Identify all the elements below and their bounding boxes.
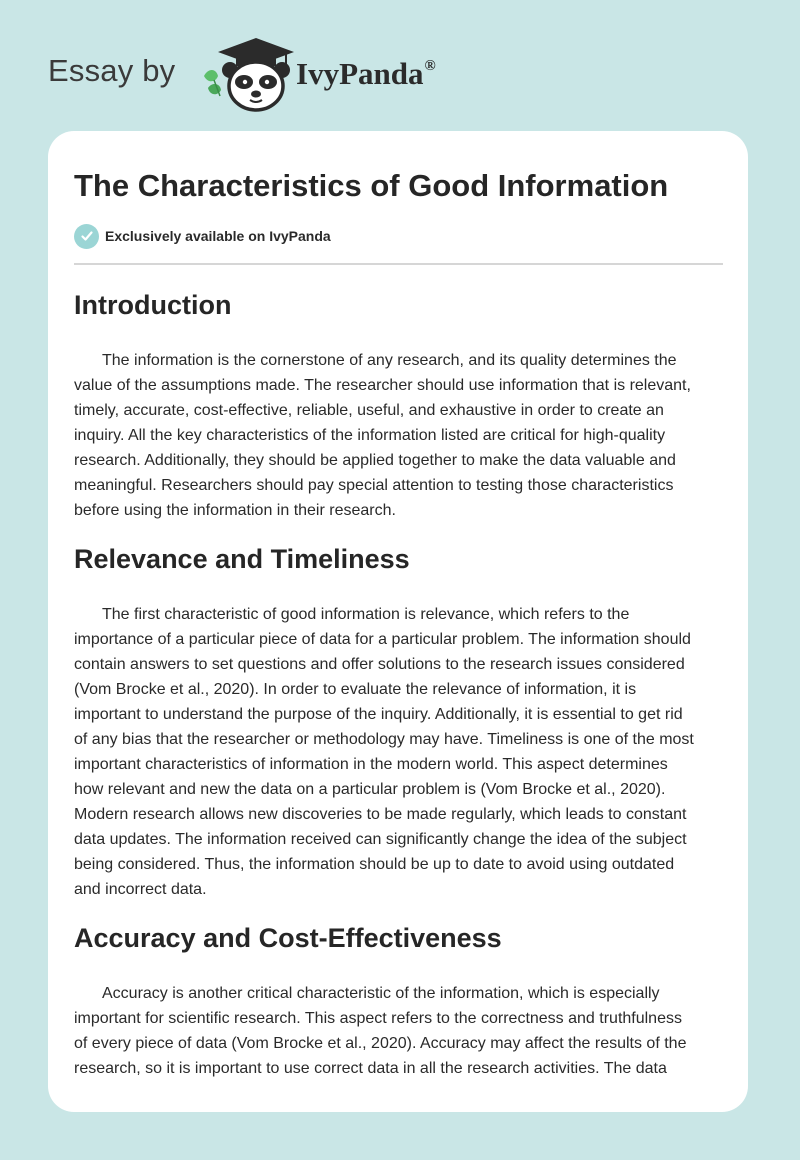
brand-name[interactable]: IvyPanda®	[296, 56, 436, 91]
paragraph-line: contain answers to set questions and offer solutions to the research issues considered	[74, 656, 685, 673]
essay-card	[48, 131, 748, 1112]
paragraph-line: Modern research allows new discoveries to be made regularly, which leads to constant	[74, 806, 687, 823]
paragraph-line: The first characteristic of good information is relevance, which refers to the	[102, 606, 630, 623]
paragraph-line: research, so it is important to use correct data in all the research activities. The data	[74, 1060, 667, 1077]
section-paragraph-introduction	[74, 348, 724, 523]
paragraph-line: importance of a particular piece of data for a particular problem. The information should	[74, 631, 691, 648]
paragraph-line: inquiry. All the key characteristics of the information listed are critical for high-quality	[74, 427, 666, 444]
paragraph-line: before using the information in their research.	[74, 502, 396, 519]
paragraph-line: timely, accurate, cost-effective, reliable, useful, and exhaustive in order to create an	[74, 402, 664, 419]
paragraph-line: research. Additionally, they should be applied together to make the data valuable and	[74, 452, 676, 469]
section-heading-introduction: Introduction	[74, 290, 232, 320]
essay-by-label: Essay by	[48, 53, 176, 88]
paragraph-line: important for scientific research. This aspect refers to the correctness and truthfulness	[74, 1010, 682, 1027]
exclusive-badge-text: Exclusively available on IvyPanda	[105, 228, 331, 244]
paragraph-line: Accuracy is another critical characteristic of the information, which is especially	[102, 985, 660, 1002]
section-heading-accuracy: Accuracy and Cost-Effectiveness	[74, 923, 502, 953]
site-header	[0, 0, 800, 130]
paragraph-line: how relevant and new the data on a particular problem is (Vom Brocke et al., 2020).	[74, 781, 666, 798]
paragraph-line: important to understand the purpose of the inquiry. Additionally, it is essential to get rid	[74, 706, 683, 723]
paragraph-line: meaningful. Researchers should pay special attention to testing those characteristics	[74, 477, 674, 494]
paragraph-line: The information is the cornerstone of any research, and its quality determines the	[102, 352, 677, 369]
essay-content	[74, 167, 724, 1081]
paragraph-line: value of the assumptions made. The researcher should use information that is relevant,	[74, 377, 691, 394]
paragraph-line: of any bias that the researcher or methodology may have. Timeliness is one of the most	[74, 731, 694, 748]
check-icon	[74, 224, 99, 249]
paragraph-line: and incorrect data.	[74, 881, 207, 898]
paragraph-line: being considered. Thus, the information should be up to date to avoid using outdated	[74, 856, 675, 873]
registered-mark: ®	[424, 58, 436, 74]
section-paragraph-accuracy	[74, 981, 724, 1081]
exclusive-badge	[74, 223, 724, 249]
ivypanda-logo-icon[interactable]	[200, 36, 296, 112]
section-paragraph-relevance	[74, 602, 724, 902]
section-heading-relevance: Relevance and Timeliness	[74, 544, 410, 574]
paragraph-line: important characteristics of information in the modern world. This aspect determines	[74, 756, 668, 773]
paragraph-line: data updates. The information received can significantly change the idea of the subject	[74, 831, 687, 848]
title-divider	[74, 263, 723, 265]
paragraph-line: (Vom Brocke et al., 2020). In order to evaluate the relevance of information, it is	[74, 681, 637, 698]
essay-title: The Characteristics of Good Information	[74, 168, 669, 203]
paragraph-line: of every piece of data (Vom Brocke et al., 2020). Accuracy may affect the results of the	[74, 1035, 687, 1052]
